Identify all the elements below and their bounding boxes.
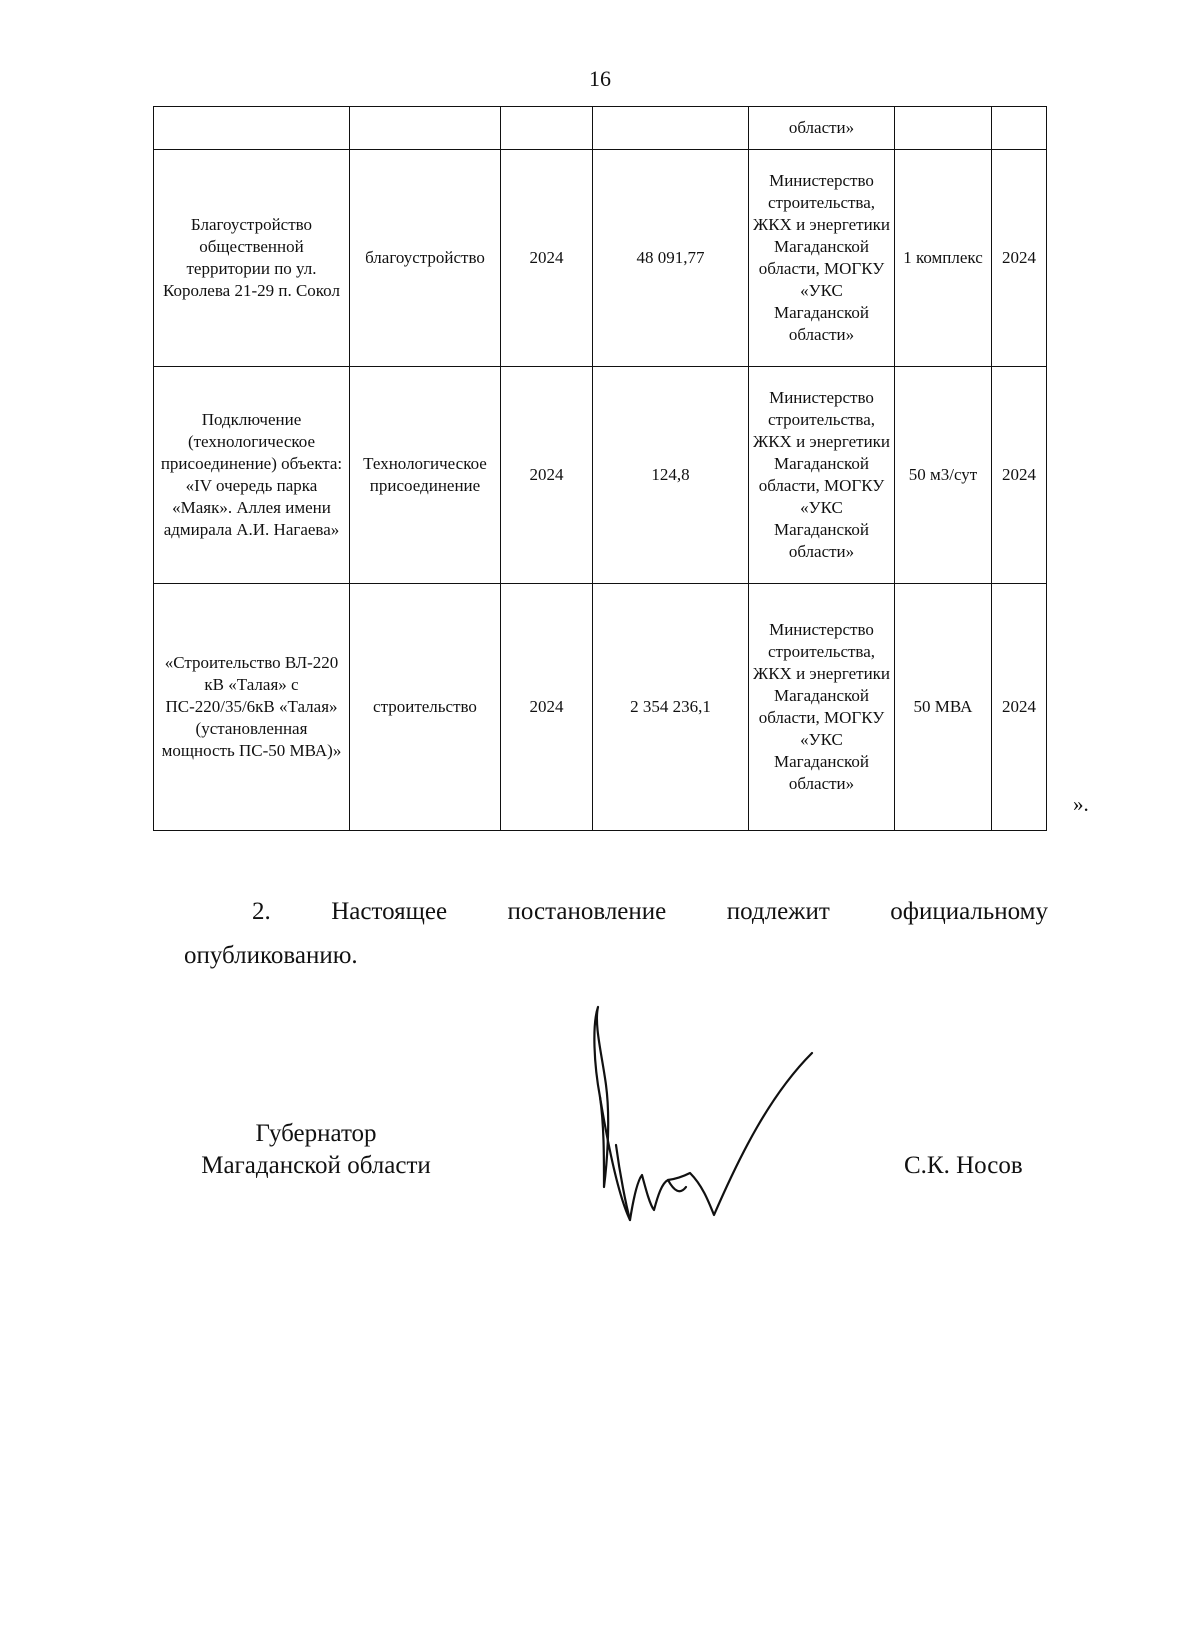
table-cell <box>895 107 992 150</box>
table-row-continuation <box>154 107 1047 150</box>
closing-quote: ». <box>1073 792 1089 816</box>
projects-table <box>153 106 1047 831</box>
responsible-cell: Министерство строительства, ЖКХ и энергетики Магаданской области, МОГКУ «УКС Магаданской области» <box>749 150 895 367</box>
project-type-cell: строительство <box>350 584 501 831</box>
project-type-cell: Технологическое присоединение <box>350 367 501 584</box>
signature-stroke <box>668 1180 686 1191</box>
year-start-cell: 2024 <box>501 367 593 584</box>
signatory-title-line-2: Магаданской области <box>201 1152 431 1179</box>
table-cell: области» <box>749 107 895 150</box>
table-row <box>154 150 1047 367</box>
responsible-cell: Министерство строительства, ЖКХ и энергетики Магаданской области, МОГКУ «УКС Магаданской области» <box>749 367 895 584</box>
paragraph-line-1: 2. Настоящее постановление подлежит официальному <box>252 898 1048 925</box>
handwritten-signature <box>590 1005 820 1235</box>
capacity-cell: 50 МВА <box>895 584 992 831</box>
cost-cell: 48 091,77 <box>593 150 749 367</box>
page-number: 16 <box>589 66 611 91</box>
project-name-cell: Подключение (технологическое присоединение) объекта: «IV очередь парка «Маяк». Аллея имени адмирала А.И. Нагаева» <box>154 367 350 584</box>
table-cell <box>154 107 350 150</box>
paragraph-line-2: опубликованию. <box>184 942 358 969</box>
signature-stroke <box>594 1007 608 1187</box>
signatory-name: С.К. Носов <box>904 1152 1023 1179</box>
year-end-cell: 2024 <box>992 584 1047 831</box>
cost-cell: 2 354 236,1 <box>593 584 749 831</box>
table-cell <box>992 107 1047 150</box>
year-start-cell: 2024 <box>501 150 593 367</box>
signatory-title <box>190 1118 442 1182</box>
year-end-cell: 2024 <box>992 367 1047 584</box>
year-end-cell: 2024 <box>992 150 1047 367</box>
project-type-cell: благоустройство <box>350 150 501 367</box>
capacity-cell: 50 м3/сут <box>895 367 992 584</box>
table-row <box>154 584 1047 831</box>
project-name-cell: Благоустройство общественной территории по ул. Королева 21-29 п. Сокол <box>154 150 350 367</box>
table-row <box>154 367 1047 584</box>
table-cell <box>501 107 593 150</box>
cost-cell: 124,8 <box>593 367 749 584</box>
year-start-cell: 2024 <box>501 584 593 831</box>
signatory-title-line-1: Губернатор <box>255 1120 377 1147</box>
table-cell <box>593 107 749 150</box>
responsible-cell: Министерство строительства, ЖКХ и энергетики Магаданской области, МОГКУ «УКС Магаданской области» <box>749 584 895 831</box>
capacity-cell: 1 комплекс <box>895 150 992 367</box>
signature-stroke <box>600 1053 812 1220</box>
project-name-cell: «Строительство ВЛ-220 кВ «Талая» с ПС-220/35/6кВ «Талая» (установленная мощность ПС-50 МВА)» <box>154 584 350 831</box>
table-cell <box>350 107 501 150</box>
